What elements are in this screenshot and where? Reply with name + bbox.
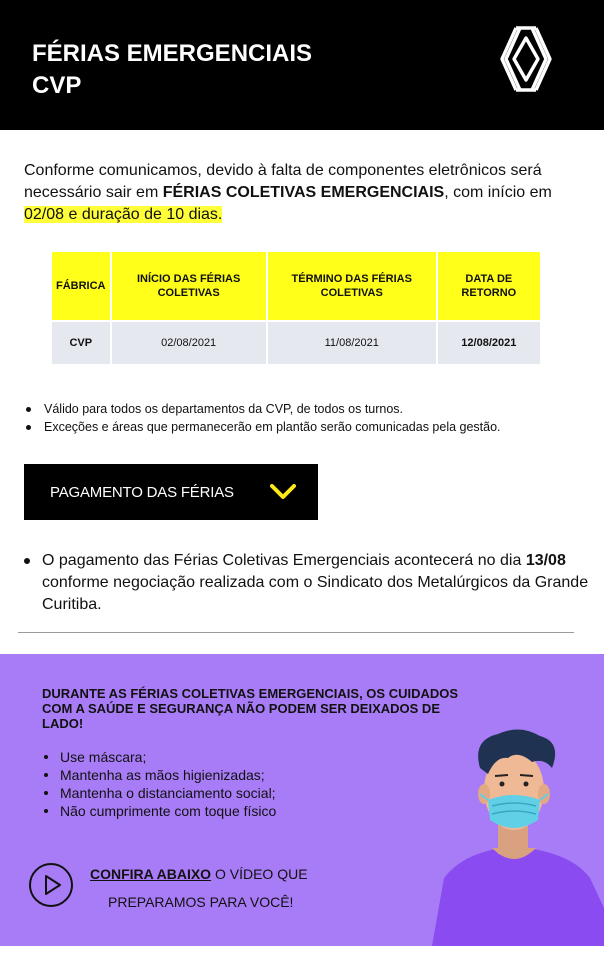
renault-logo-icon xyxy=(498,24,554,94)
table-cell: 12/08/2021 xyxy=(438,320,540,364)
header xyxy=(0,0,604,130)
list-item: Use máscara; xyxy=(42,748,276,766)
intro-bold: FÉRIAS COLETIVAS EMERGENCIAIS xyxy=(162,184,445,201)
video-cta-rest: O VÍDEO QUE xyxy=(211,866,308,882)
payment-info xyxy=(24,550,604,616)
list-item: Mantenha as mãos higienizadas; xyxy=(42,766,276,784)
person-with-mask-illustration xyxy=(422,728,604,946)
list-item: Válido para todos os departamentos da CVP, de todos os turnos. xyxy=(24,400,594,418)
intro-part-1: Conforme comunicamos, devido à falta de componentes eletrônicos será necessário sair em xyxy=(24,162,542,201)
payment-info-part-1: O pagamento das Férias Coletivas Emergenciais acontecerá no dia xyxy=(42,552,526,569)
title-line-2: CVP xyxy=(32,72,82,99)
divider xyxy=(18,632,574,633)
payment-date: 13/08 xyxy=(525,552,566,569)
intro-part-2: , com início em xyxy=(444,184,552,201)
table-cell: 02/08/2021 xyxy=(112,320,266,364)
table-row xyxy=(52,320,540,364)
play-icon[interactable] xyxy=(28,862,74,908)
table-header: TÉRMINO DAS FÉRIAS COLETIVAS xyxy=(268,252,436,320)
vacation-table xyxy=(50,252,542,364)
safety-section xyxy=(0,654,604,946)
payment-button-label: PAGAMENTO DAS FÉRIAS xyxy=(50,483,234,501)
list-item: Mantenha o distanciamento social; xyxy=(42,784,276,802)
payment-info-part-2: conforme negociação realizada com o Sindicato dos Metalúrgicos da Grande Curitiba. xyxy=(42,574,589,613)
intro-highlight: 02/08 e duração de 10 dias. xyxy=(24,206,223,223)
table-header-row xyxy=(52,252,540,320)
list-item: Exceções e áreas que permanecerão em plantão serão comunicadas pela gestão. xyxy=(24,418,594,436)
list-item: Não cumprimente com toque físico xyxy=(42,802,276,820)
video-cta-line-2: PREPARAMOS PARA VOCÊ! xyxy=(108,894,294,910)
page-title xyxy=(32,38,312,102)
table-header: DATA DE RETORNO xyxy=(438,252,540,320)
chevron-down-icon xyxy=(270,484,296,500)
payment-toggle-button[interactable] xyxy=(24,464,318,520)
table-header: INÍCIO DAS FÉRIAS COLETIVAS xyxy=(112,252,266,320)
video-link[interactable]: CONFIRA ABAIXO xyxy=(90,866,212,882)
safety-warning: DURANTE AS FÉRIAS COLETIVAS EMERGENCIAIS, OS CUIDADOS COM A SAÚDE E SEGURANÇA NÃO PODEM SER DEIXADOS DE LADO! xyxy=(42,686,459,731)
safety-tips xyxy=(42,748,276,820)
intro-text xyxy=(24,160,584,226)
notes-list xyxy=(24,400,594,436)
table-cell: 11/08/2021 xyxy=(268,320,436,364)
table-cell: CVP xyxy=(52,320,110,364)
table-header: FÁBRICA xyxy=(52,252,110,320)
video-cta xyxy=(90,866,308,882)
title-line-1: FÉRIAS EMERGENCIAIS xyxy=(32,40,313,67)
